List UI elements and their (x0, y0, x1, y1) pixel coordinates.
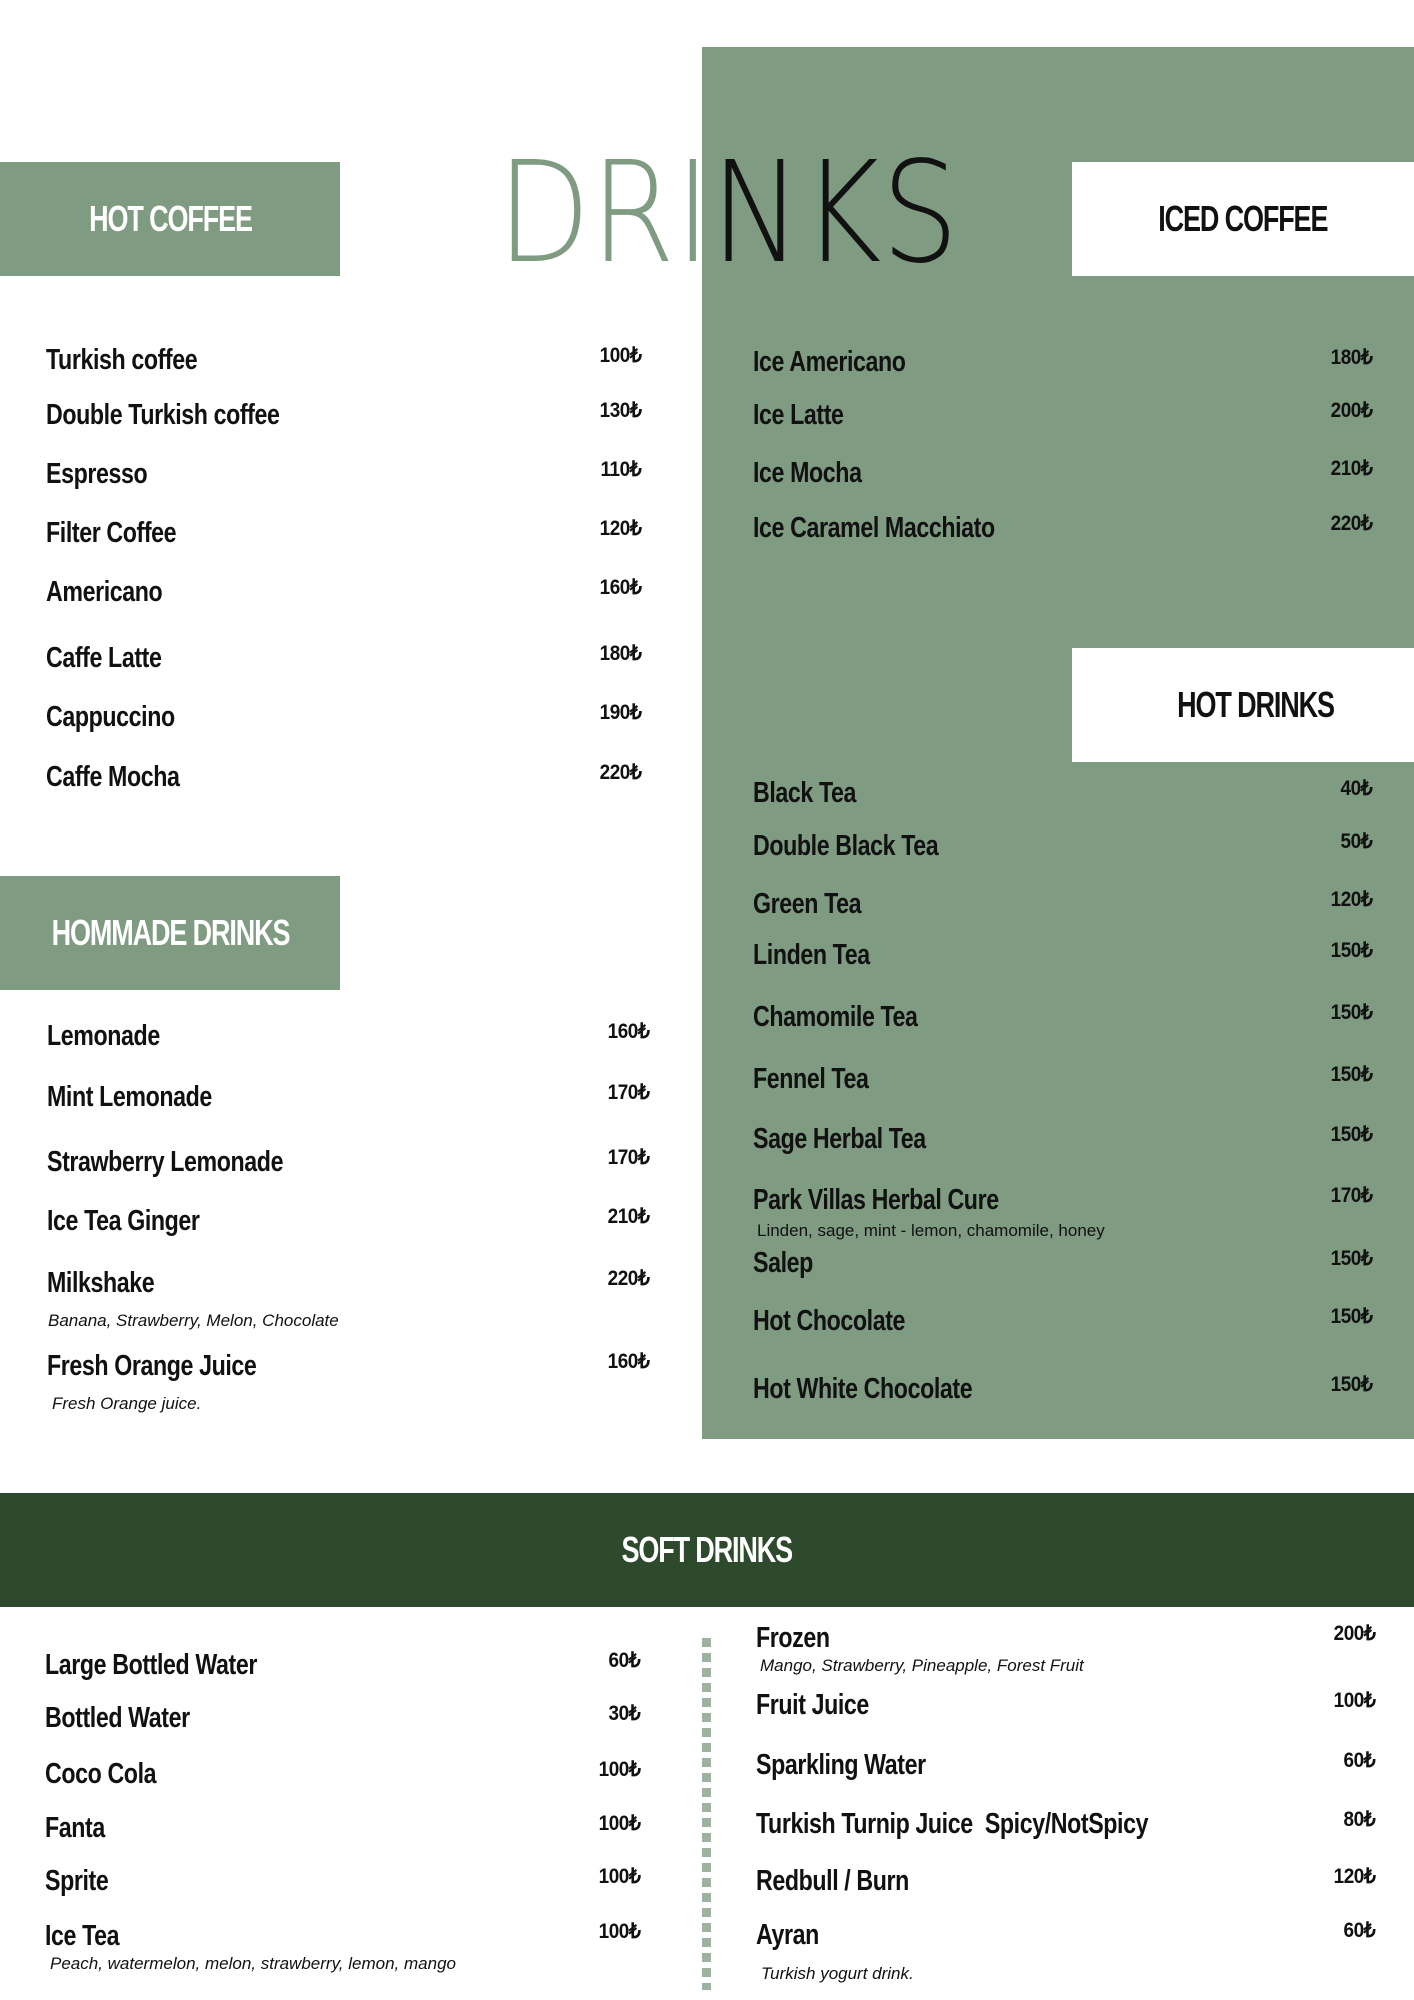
item-price: 170₺ (1330, 1183, 1372, 1207)
menu-item (753, 395, 1372, 435)
item-name: Milkshake (47, 1266, 155, 1299)
item-name: Cappuccino (46, 700, 175, 733)
menu-item (45, 1808, 640, 1848)
menu-item (45, 1754, 640, 1794)
item-name: Double Turkish coffee (46, 398, 280, 431)
item-price: 60₺ (608, 1648, 640, 1672)
item-price: 100₺ (598, 1811, 640, 1835)
item-price: 120₺ (1330, 887, 1372, 911)
item-name: Fresh Orange Juice (47, 1349, 257, 1382)
item-name: Turkish Turnip Juice Spicy/NotSpicy (756, 1807, 1149, 1840)
menu-item (753, 773, 1372, 813)
menu-item (46, 638, 641, 678)
item-description: Fresh Orange juice. (52, 1394, 202, 1413)
item-description: Peach, watermelon, melon, strawberry, lemon, mango (50, 1954, 456, 1973)
item-name: Frozen (756, 1621, 830, 1654)
menu-item (756, 1915, 1375, 1955)
item-name: Ice Tea Ginger (47, 1204, 200, 1237)
item-name: Large Bottled Water (45, 1648, 257, 1681)
item-price: 100₺ (598, 1919, 640, 1943)
section-heading: HOT COFFEE (88, 198, 252, 239)
menu-item (753, 453, 1372, 493)
item-price: 210₺ (607, 1204, 649, 1228)
item-price: 100₺ (598, 1864, 640, 1888)
menu-item (753, 1059, 1372, 1099)
menu-item (756, 1861, 1375, 1901)
iced-coffee-header (1072, 162, 1414, 276)
menu-item (45, 1916, 640, 1956)
menu-item (47, 1142, 649, 1182)
item-price: 190₺ (599, 700, 641, 724)
item-name: Ice Tea (45, 1919, 120, 1952)
item-name: Fruit Juice (756, 1688, 869, 1721)
item-price: 150₺ (1330, 1062, 1372, 1086)
menu-item (47, 1263, 649, 1303)
item-name: Coco Cola (45, 1757, 157, 1790)
item-name: Ayran (756, 1918, 819, 1951)
hot-coffee-header (0, 162, 340, 276)
item-price: 50₺ (1340, 829, 1372, 853)
item-price: 160₺ (599, 575, 641, 599)
item-name: Caffe Mocha (46, 760, 180, 793)
menu-item (753, 342, 1372, 382)
item-name: Sprite (45, 1864, 109, 1897)
section-heading: SOFT DRINKS (621, 1529, 793, 1570)
item-name: Hot Chocolate (753, 1304, 906, 1337)
menu-item (46, 395, 641, 435)
item-price: 150₺ (1330, 1304, 1372, 1328)
item-price: 100₺ (1333, 1688, 1375, 1712)
item-name: Espresso (46, 457, 148, 490)
item-name: Turkish coffee (46, 343, 198, 376)
menu-item (756, 1618, 1375, 1658)
item-description: Linden, sage, mint - lemon, chamomile, honey (757, 1221, 1105, 1240)
item-name: Green Tea (753, 887, 862, 920)
item-price: 150₺ (1330, 1122, 1372, 1146)
item-name: Sparkling Water (756, 1748, 926, 1781)
item-name: Sage Herbal Tea (753, 1122, 926, 1155)
item-name: Redbull / Burn (756, 1864, 909, 1897)
menu-item (756, 1685, 1375, 1725)
item-price: 110₺ (600, 457, 641, 481)
menu-item (756, 1745, 1375, 1785)
menu-item (753, 1180, 1372, 1220)
item-name: Hot White Chocolate (753, 1372, 973, 1405)
item-name: Fanta (45, 1811, 105, 1844)
item-name: Ice Caramel Macchiato (753, 511, 995, 544)
menu-item (756, 1804, 1375, 1844)
item-description: Mango, Strawberry, Pineapple, Forest Fruit (760, 1656, 1084, 1675)
item-name: Filter Coffee (46, 516, 177, 549)
item-name: Mint Lemonade (47, 1080, 212, 1113)
menu-item (46, 572, 641, 612)
item-description: Banana, Strawberry, Melon, Chocolate (48, 1311, 339, 1330)
menu-item (753, 884, 1372, 924)
item-name: Park Villas Herbal Cure (753, 1183, 999, 1216)
item-price: 150₺ (1330, 1000, 1372, 1024)
hot-drinks-header (1072, 648, 1414, 762)
item-name: Linden Tea (753, 938, 870, 971)
item-price: 220₺ (1330, 511, 1372, 535)
item-name: Double Black Tea (753, 829, 939, 862)
item-description: Turkish yogurt drink. (761, 1964, 914, 1983)
item-price: 200₺ (1333, 1621, 1375, 1645)
menu-item (45, 1645, 640, 1685)
item-price: 200₺ (1330, 398, 1372, 422)
item-price: 100₺ (598, 1757, 640, 1781)
item-price: 160₺ (607, 1019, 649, 1043)
item-name: Americano (46, 575, 163, 608)
item-name: Caffe Latte (46, 641, 162, 674)
menu-item (753, 1301, 1372, 1341)
menu-item (753, 935, 1372, 975)
item-price: 40₺ (1340, 776, 1372, 800)
item-price: 150₺ (1330, 1246, 1372, 1270)
item-price: 120₺ (1333, 1864, 1375, 1888)
menu-item (47, 1077, 649, 1117)
item-name: Black Tea (753, 776, 857, 809)
item-name: Lemonade (47, 1019, 160, 1052)
menu-item (753, 826, 1372, 866)
page-title: DRINKS (497, 132, 959, 295)
item-price: 60₺ (1343, 1748, 1375, 1772)
menu-item (753, 508, 1372, 548)
item-price: 150₺ (1330, 1372, 1372, 1396)
item-price: 180₺ (1330, 345, 1372, 369)
menu-item (45, 1698, 640, 1738)
section-heading: ICED COFFEE (1158, 198, 1328, 239)
menu-item (46, 513, 641, 553)
section-heading: HOMMADE DRINKS (51, 912, 289, 953)
item-price: 60₺ (1343, 1918, 1375, 1942)
dotted-divider (702, 1638, 711, 1990)
menu-item (47, 1346, 649, 1386)
item-name: Bottled Water (45, 1701, 190, 1734)
menu-item (753, 1119, 1372, 1159)
menu-item (46, 340, 641, 380)
item-price: 160₺ (607, 1349, 649, 1373)
menu-item (753, 997, 1372, 1037)
menu-item (45, 1861, 640, 1901)
item-name: Chamomile Tea (753, 1000, 918, 1033)
item-price: 220₺ (599, 760, 641, 784)
homemade-drinks-header (0, 876, 340, 990)
menu-item (47, 1201, 649, 1241)
item-price: 170₺ (607, 1080, 649, 1104)
section-heading: HOT DRINKS (1176, 684, 1334, 725)
item-name: Ice Latte (753, 398, 844, 431)
item-price: 120₺ (599, 516, 641, 540)
item-name: Fennel Tea (753, 1062, 869, 1095)
item-name: Ice Americano (753, 345, 906, 378)
item-price: 170₺ (607, 1145, 649, 1169)
item-name: Ice Mocha (753, 456, 862, 489)
menu-item (46, 757, 641, 797)
menu-item (46, 454, 641, 494)
item-name: Salep (753, 1246, 813, 1279)
item-price: 100₺ (599, 343, 641, 367)
menu-item (47, 1016, 649, 1056)
item-price: 180₺ (599, 641, 641, 665)
item-price: 150₺ (1330, 938, 1372, 962)
menu-item (753, 1243, 1372, 1283)
soft-drinks-header (0, 1493, 1414, 1607)
menu-item (46, 697, 641, 737)
item-price: 210₺ (1330, 456, 1372, 480)
item-price: 80₺ (1343, 1807, 1375, 1831)
item-price: 130₺ (599, 398, 641, 422)
item-price: 220₺ (607, 1266, 649, 1290)
item-price: 30₺ (608, 1701, 640, 1725)
item-name: Strawberry Lemonade (47, 1145, 284, 1178)
menu-item (753, 1369, 1372, 1409)
